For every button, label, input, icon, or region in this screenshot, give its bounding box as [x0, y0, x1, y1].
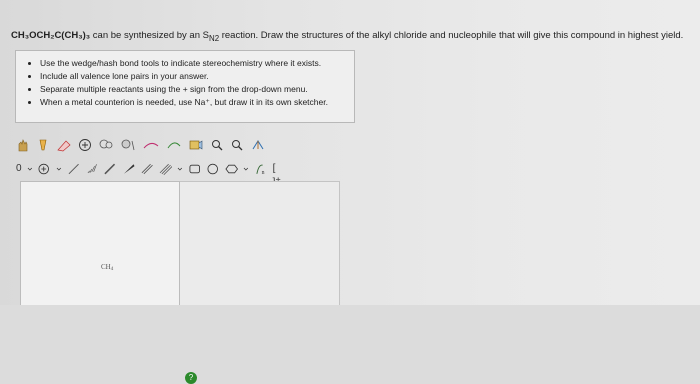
target-formula: CH₃OCH₂C(CH₃)₃: [11, 30, 91, 41]
hint-item: • Use the wedge/hash bond tools to indicate stereochemistry where it exists.: [40, 57, 344, 70]
svg-text:n: n: [261, 169, 265, 176]
atom-zero-button[interactable]: 0: [16, 163, 22, 174]
chevron-down-icon[interactable]: [243, 162, 249, 176]
cyclohexane-icon[interactable]: [206, 162, 219, 176]
search-icon[interactable]: [210, 138, 224, 152]
curved-arrow-icon[interactable]: [166, 138, 182, 152]
double-bond-icon[interactable]: [140, 162, 153, 176]
bracket-button[interactable]: [: [272, 163, 276, 174]
function-icon[interactable]: [254, 162, 267, 176]
benzene-icon[interactable]: [225, 162, 238, 176]
canvas-molecule-label: CH4: [101, 263, 114, 272]
bold-bond-icon[interactable]: [103, 162, 116, 176]
chevron-down-icon[interactable]: [177, 162, 183, 176]
wedge-bond-icon[interactable]: [122, 162, 135, 176]
template-icon[interactable]: [188, 138, 204, 152]
eraser-icon[interactable]: [56, 138, 72, 152]
sn-subscript: N2: [208, 33, 220, 43]
chevron-down-icon[interactable]: [27, 162, 33, 176]
charge-plus-icon[interactable]: [78, 138, 92, 152]
hand-icon[interactable]: [16, 138, 30, 152]
cyclopentane-icon[interactable]: [188, 162, 201, 176]
charge-plus-icon[interactable]: [37, 162, 50, 176]
hash-bond-icon[interactable]: [85, 162, 98, 176]
single-bond-icon[interactable]: [67, 162, 80, 176]
chevron-down-icon[interactable]: [56, 162, 62, 176]
zoom-out-icon[interactable]: [120, 138, 136, 152]
hint-item: • When a metal counterion is needed, use Na⁺, but draw it in its own sketcher.: [40, 96, 344, 109]
magnify-icon[interactable]: [230, 138, 244, 152]
sketcher-toolbar-top: [16, 136, 271, 154]
zoom-in-icon[interactable]: [98, 138, 114, 152]
instructions-box: [15, 50, 355, 123]
triple-bond-icon[interactable]: [159, 162, 172, 176]
hint-item: • Separate multiple reactants using the + sign from the drop-down menu.: [40, 83, 344, 96]
hint-item: • Include all valence lone pairs in your answer.: [40, 70, 344, 83]
stereo-icon[interactable]: [250, 138, 266, 152]
help-icon[interactable]: ?: [185, 372, 197, 384]
question-part1: can be synthesized by an S: [90, 30, 209, 41]
arrow-icon[interactable]: [142, 138, 160, 152]
sketcher-toolbar-bottom: [16, 160, 286, 178]
sketcher-canvas-side: [180, 181, 340, 305]
sketcher-canvas[interactable]: [20, 181, 194, 382]
select-lasso-icon[interactable]: [36, 138, 50, 152]
question-text: [11, 30, 683, 45]
question-part2: reaction. Draw the structures of the alkyl chloride and nucleophile that will give this compound in highest yield.: [219, 30, 684, 41]
